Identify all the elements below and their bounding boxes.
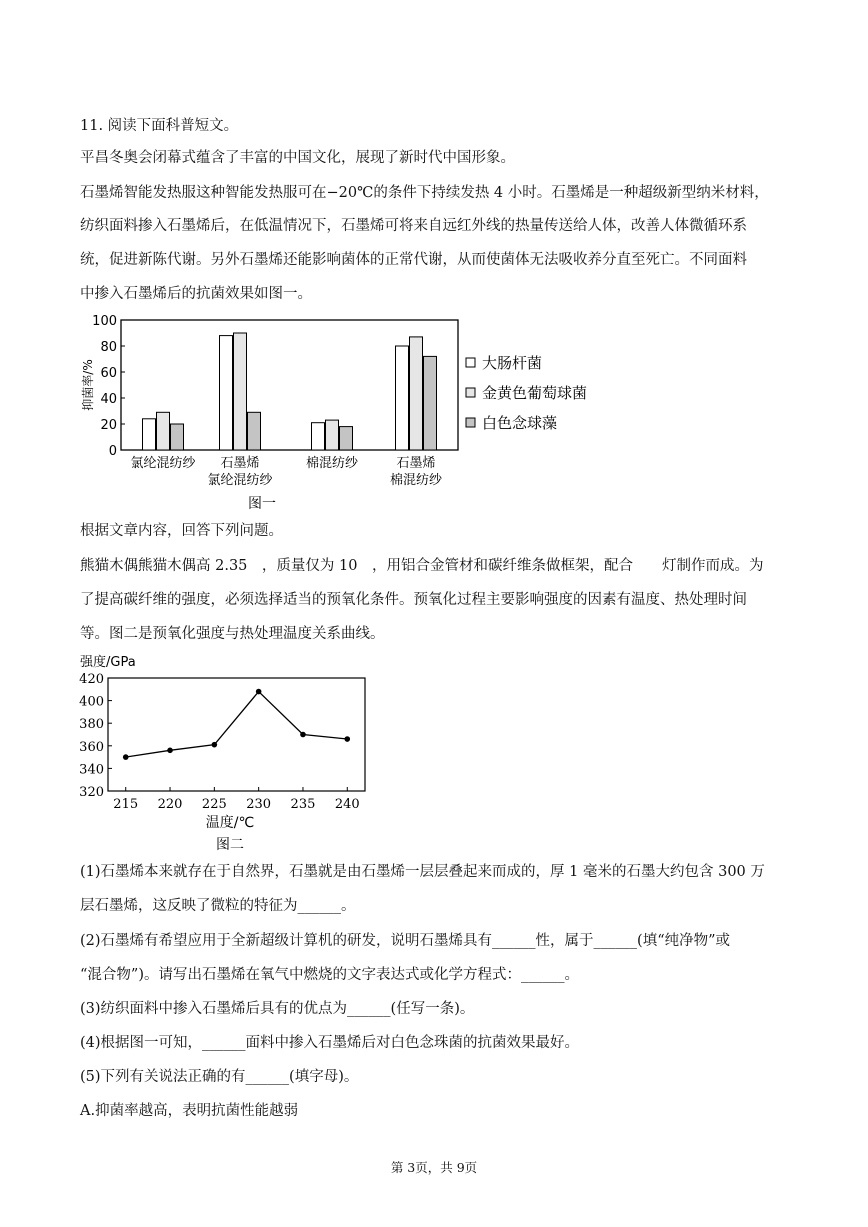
y-tick-label: 0 <box>108 444 117 459</box>
bar-白色念球藻-0 <box>171 424 184 450</box>
y-tick-label: 60 <box>100 366 117 381</box>
paragraph-panda-line-2: 了提高碳纤维的强度，必须选择适当的预氧化条件。预氧化过程主要影响强度的因素有温度、热处理时间 <box>80 592 747 608</box>
y-axis-label: 强度/GPa <box>80 655 136 670</box>
x-tick-label: 230 <box>246 797 272 812</box>
chart-title: 图一 <box>248 496 276 512</box>
y-axis-label: 抑菌率/% <box>81 359 95 411</box>
paragraph-panda-line-1: 熊猫木偶熊猫木偶高 2.35 ，质量仅为 10 ，用铝合金管材和碳纤维条做框架，配合 灯制作而成。为 <box>80 558 764 574</box>
category-label: 棉混纺纱 <box>389 473 443 488</box>
legend-swatch-2 <box>466 418 475 427</box>
data-point <box>256 689 262 695</box>
question-4: (4)根据图一可知，______面料中掺入石墨烯后对白色念珠菌的抗菌效果最好。 <box>80 1035 580 1051</box>
legend-label-2: 白色念球藻 <box>482 414 558 432</box>
category-label: 棉混纺纱 <box>305 456 359 471</box>
bar-金黄色葡萄球菌-3 <box>410 337 423 450</box>
y-tick-label: 20 <box>100 418 117 433</box>
bar-大肠杆菌-1 <box>220 336 233 450</box>
category-label: 氯纶混纺纱 <box>130 456 196 471</box>
question-1-line-2: 层石墨烯，这反映了微粒的特征为______。 <box>80 898 356 914</box>
x-tick-label: 240 <box>334 797 360 812</box>
y-tick-label: 400 <box>79 694 104 710</box>
legend-label-0: 大肠杆菌 <box>482 354 543 372</box>
question-1-line-1: (1)石墨烯本来就存在于自然界，石墨就是由石墨烯一层层叠起来而成的，厚 1 毫米的石墨大约包含 300 万 <box>80 864 765 880</box>
y-tick-label: 380 <box>79 717 104 733</box>
question-3: (3)纺织面料中掺入石墨烯后具有的优点为______(任写一条)。 <box>80 1001 475 1017</box>
y-tick-label: 320 <box>79 785 104 800</box>
question-2-line-2: “混合物”)。请写出石墨烯在氧气中燃烧的文字表达式或化学方程式：______。 <box>80 967 579 983</box>
question-2-line-1: (2)石墨烯有希望应用于全新超级计算机的研发，说明石墨烯具有______性，属于______(填“纯净物”或 <box>80 933 731 949</box>
strength-temperature-line-chart <box>78 650 378 855</box>
bar-白色念球藻-1 <box>248 412 261 450</box>
data-point <box>300 732 306 738</box>
legend-swatch-1 <box>466 388 475 397</box>
paragraph-panda-line-3: 等。图二是预氧化强度与热处理温度关系曲线。 <box>80 626 385 642</box>
data-point <box>123 754 129 760</box>
x-tick-label: 235 <box>290 797 316 812</box>
option-a: A.抑菌率越高，表明抗菌性能越弱 <box>80 1103 299 1119</box>
bar-大肠杆菌-2 <box>312 423 325 450</box>
bar-金黄色葡萄球菌-2 <box>326 420 339 450</box>
bar-白色念球藻-3 <box>424 356 437 450</box>
y-tick-label: 360 <box>79 739 104 755</box>
paragraph-answer-prompt: 根据文章内容，回答下列问题。 <box>80 523 283 539</box>
bar-金黄色葡萄球菌-1 <box>234 333 247 450</box>
x-tick-label: 225 <box>201 797 227 812</box>
bar-白色念球藻-2 <box>340 427 353 450</box>
category-label: 石墨烯 <box>396 456 436 471</box>
y-tick-label: 420 <box>79 672 104 687</box>
legend-swatch-0 <box>466 358 475 367</box>
paragraph-graphene-line-4: 中掺入石墨烯后的抗菌效果如图一。 <box>80 286 312 302</box>
paragraph-graphene-line-1: 石墨烯智能发热服这种智能发热服可在−20℃的条件下持续发热 4 小时。石墨烯是一种超级新型纳米材料， <box>80 185 769 201</box>
antibacterial-bar-chart <box>78 308 618 518</box>
data-point <box>212 742 218 748</box>
paragraph-graphene-line-3: 统，促进新陈代谢。另外石墨烯还能影响菌体的正常代谢，从而使菌体无法吸收养分直至死亡。不同面料 <box>80 252 747 268</box>
y-tick-label: 340 <box>79 762 104 778</box>
data-point <box>167 748 173 754</box>
series-line <box>126 692 348 758</box>
paragraph-intro: 平昌冬奥会闭幕式蕴含了丰富的中国文化，展现了新时代中国形象。 <box>80 150 515 166</box>
question-5: (5)下列有关说法正确的有______(填字母)。 <box>80 1069 359 1085</box>
x-axis-label: 温度/℃ <box>205 815 255 831</box>
page-number: 第 3页，共 9页 <box>390 1160 478 1175</box>
x-tick-label: 220 <box>157 797 183 812</box>
bar-大肠杆菌-0 <box>143 419 156 450</box>
x-tick-label: 215 <box>113 797 139 812</box>
bar-大肠杆菌-3 <box>396 346 409 450</box>
question-title: 11. 阅读下面科普短文。 <box>80 118 239 134</box>
chart-title: 图二 <box>216 837 244 853</box>
legend-label-1: 金黄色葡萄球菌 <box>482 384 588 402</box>
y-tick-label: 80 <box>100 340 117 355</box>
category-label: 氯纶混纺纱 <box>207 473 273 488</box>
bar-金黄色葡萄球菌-0 <box>157 412 170 450</box>
data-point <box>344 736 350 742</box>
y-tick-label: 100 <box>92 314 117 329</box>
plot-frame <box>108 678 365 791</box>
y-tick-label: 40 <box>100 392 117 407</box>
paragraph-graphene-line-2: 纺织面料掺入石墨烯后，在低温情况下，石墨烯可将来自远红外线的热量传送给人体，改善人体微循环系 <box>80 218 747 234</box>
category-label: 石墨烯 <box>220 456 260 471</box>
